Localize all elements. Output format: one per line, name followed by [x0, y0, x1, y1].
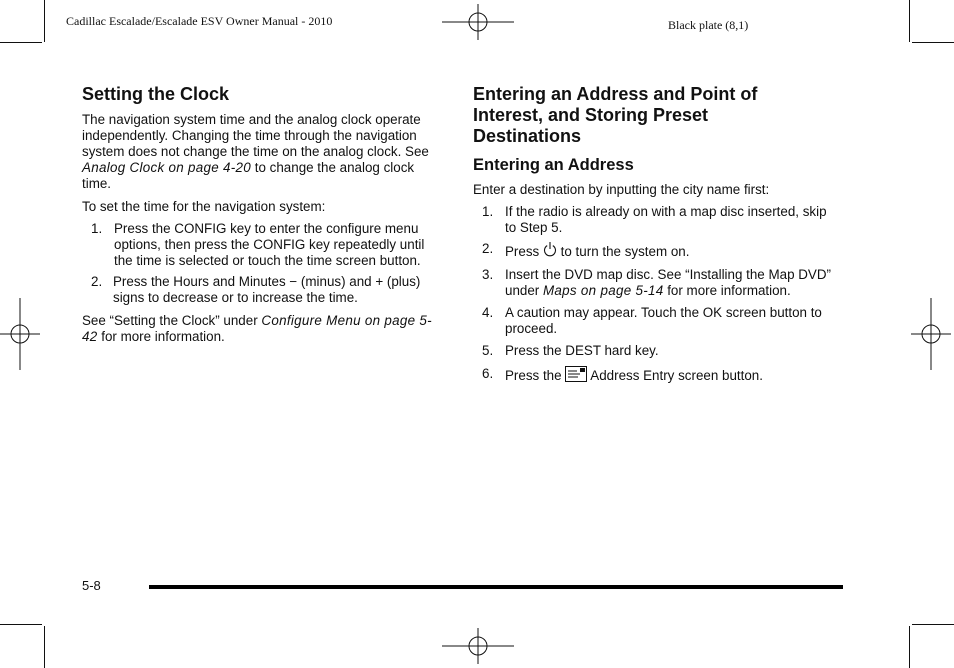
list-item: 1. Press the CONFIG key to enter the configure menu options, then press the CONFIG key repeatedly until the time is selected or touch the time screen button.: [91, 221, 425, 268]
plate-label: Black plate (8,1): [668, 18, 749, 32]
registration-mark-icon: [0, 298, 40, 370]
crop-mark: [0, 42, 42, 43]
list-item: 2. Press to turn the system on.: [482, 241, 690, 259]
running-header: Cadillac Escalade/Escalade ESV Owner Manual - 2010: [66, 14, 333, 28]
crop-mark: [44, 626, 45, 668]
section-heading: Setting the Clock: [82, 84, 230, 104]
registration-mark-icon: [442, 628, 514, 664]
paragraph: Enter a destination by inputting the city name first:: [473, 182, 770, 197]
crop-mark: [0, 624, 42, 625]
steps-list: [82, 221, 440, 306]
cross-reference-link[interactable]: Configure Menu on page 5-42: [82, 313, 432, 344]
address-entry-icon: [565, 366, 587, 382]
paragraph: See “Setting the Clock” under Configure Menu on page 5-42 for more information.: [82, 313, 432, 344]
list-item: 2. Press the Hours and Minutes − (minus) and + (plus) signs to decrease or to increase the time.: [91, 274, 421, 305]
crop-mark: [44, 0, 45, 42]
footer-rule: [149, 585, 843, 589]
list-item: 5. Press the DEST hard key.: [482, 343, 659, 358]
list-item: 3. Insert the DVD map disc. See “Installing the Map DVD” under Maps on page 5-14 for more information.: [482, 267, 831, 298]
list-item: 1. If the radio is already on with a map disc inserted, skip to Step 5.: [482, 204, 827, 235]
crop-mark: [912, 624, 954, 625]
registration-mark-icon: [911, 298, 951, 370]
registration-mark-icon: [442, 4, 514, 40]
list-item: 4. A caution may appear. Touch the OK screen button to proceed.: [482, 305, 822, 336]
left-column: [82, 82, 440, 345]
paragraph: The navigation system time and the analog clock operate independently. Changing the time through the navigation system does not change the time on the analog clock. See Analog Clock on page 4-20 to change the analog clock time.: [82, 112, 429, 191]
crop-mark: [909, 626, 910, 668]
list-item: 6. Press the Address Entry screen button.: [482, 366, 763, 383]
power-icon: [543, 241, 557, 258]
cross-reference-link[interactable]: Maps on page 5-14: [542, 283, 664, 298]
crop-mark: [909, 0, 910, 42]
subsection-heading: Entering an Address: [473, 156, 634, 174]
crop-mark: [912, 42, 954, 43]
paragraph: To set the time for the navigation system:: [82, 199, 326, 214]
cross-reference-link[interactable]: Analog Clock on page 4-20: [82, 160, 252, 175]
right-column: [473, 82, 841, 384]
page-number: 5-8: [82, 578, 101, 593]
steps-list: [473, 204, 841, 384]
section-heading: Entering an Address and Point of Interest, and Storing Preset Destinations: [473, 84, 758, 146]
